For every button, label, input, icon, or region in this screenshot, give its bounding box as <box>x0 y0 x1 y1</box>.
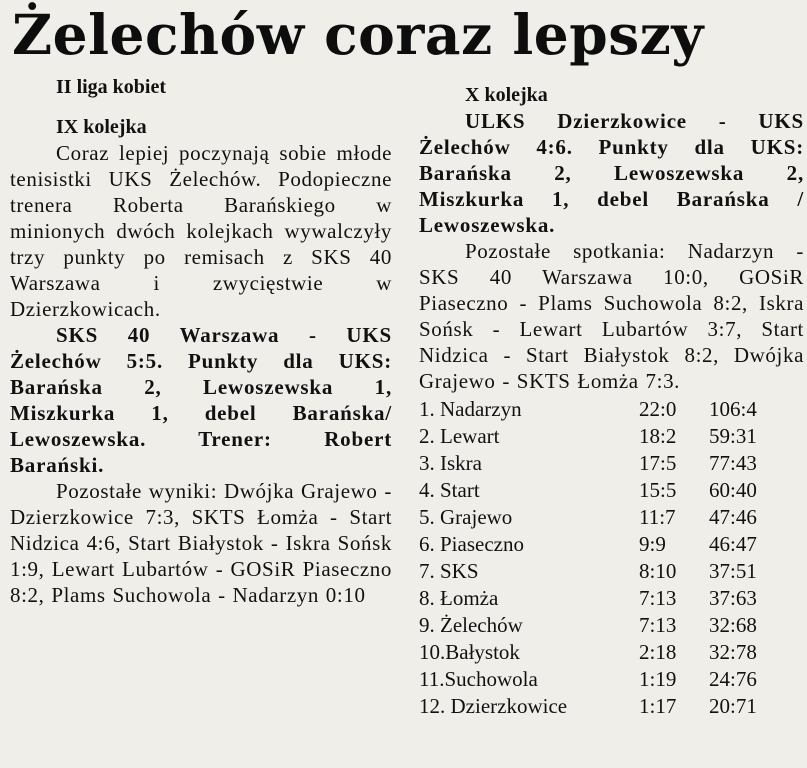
standings-row <box>419 666 804 693</box>
x-match-summary: ULKS Dzierzkowice - UKS Żelechów 4:6. Punkty dla UKS: Barańska 2, Lewoszewska 2, Miszkurka 1, debel Barańska / Lewoszewska. <box>419 109 804 237</box>
standings-team: 12. Dzierzkowice <box>419 694 568 718</box>
standings-sets: 46:47 <box>709 532 757 556</box>
ix-match-summary: SKS 40 Warszawa - UKS Żelechów 5:5. Punkty dla UKS: Barańska 2, Lewoszewska 1, Miszkurka 1, debel Barańska/ Lewoszewska. Trener: Robert Barański. <box>10 323 392 477</box>
standings-row <box>419 396 804 423</box>
x-other-matches: Pozostałe spotkania: Nadarzyn - SKS 40 Warszawa 10:0, GOSiR Piaseczno - Plams Suchowola 8:2, Iskra Sońsk - Lewart Lubartów 3:7, Start Nidzica - Start Białystok 8:2, Dwójka Grajewo - SKTS Łomża 7:3. <box>419 239 804 393</box>
standings-row <box>419 693 804 720</box>
standings-team: 4. Start <box>419 478 480 502</box>
standings-body <box>419 396 804 720</box>
standings-team: 11.Suchowola <box>419 667 538 691</box>
standings-sets: 37:51 <box>709 559 757 583</box>
standings-sets: 32:68 <box>709 613 757 637</box>
headline: Żelechów coraz lepszy <box>12 2 704 67</box>
standings-points: 8:10 <box>639 559 677 583</box>
standings-table <box>419 396 804 720</box>
standings-sets: 77:43 <box>709 451 757 475</box>
ix-other-results: Pozostałe wyniki: Dwójka Grajewo - Dzierzkowice 7:3, SKTS Łomża - Start Nidzica 4:6, Start Białystok - Iskra Sońsk 1:9, Lewart Lubartów - GOSiR Piaseczno 8:2, Plams Suchowola - Nadarzyn 0:10 <box>10 479 392 607</box>
x-round-heading: X kolejka <box>465 84 548 106</box>
standings-sets: 37:63 <box>709 586 757 610</box>
standings-team: 3. Iskra <box>419 451 482 475</box>
standings-sets: 60:40 <box>709 478 757 502</box>
right-column <box>419 82 804 720</box>
standings-team: 10.Bałystok <box>419 640 520 664</box>
standings-row <box>419 450 804 477</box>
standings-points: 1:17 <box>639 694 677 718</box>
standings-sets: 106:4 <box>709 397 757 421</box>
standings-sets: 24:76 <box>709 667 757 691</box>
standings-row <box>419 423 804 450</box>
standings-points: 1:19 <box>639 667 677 691</box>
standings-points: 9:9 <box>639 532 666 556</box>
section-gap <box>10 100 392 114</box>
standings-team: 5. Grajewo <box>419 505 513 529</box>
standings-team: 2. Lewart <box>419 424 500 448</box>
standings-points: 7:13 <box>639 586 677 610</box>
standings-team: 8. Łomża <box>419 586 499 610</box>
standings-points: 22:0 <box>639 397 677 421</box>
ix-round-heading: IX kolejka <box>56 116 147 138</box>
standings-points: 18:2 <box>639 424 677 448</box>
standings-points: 7:13 <box>639 613 677 637</box>
standings-row <box>419 639 804 666</box>
section-title: II liga kobiet <box>56 76 167 98</box>
standings-sets: 47:46 <box>709 505 757 529</box>
standings-points: 2:18 <box>639 640 677 664</box>
standings-points: 11:7 <box>639 505 676 529</box>
left-column <box>10 74 392 608</box>
standings-team: 1. Nadarzyn <box>419 397 522 421</box>
standings-sets: 20:71 <box>709 694 757 718</box>
standings-team: 6. Piaseczno <box>419 532 524 556</box>
standings-sets: 59:31 <box>709 424 757 448</box>
standings-row <box>419 585 804 612</box>
standings-points: 15:5 <box>639 478 677 502</box>
standings-team: 7. SKS <box>419 559 479 583</box>
standings-row <box>419 612 804 639</box>
standings-row <box>419 558 804 585</box>
standings-points: 17:5 <box>639 451 677 475</box>
standings-row <box>419 477 804 504</box>
standings-row <box>419 531 804 558</box>
intro-paragraph: Coraz lepiej poczynają sobie młode tenisistki UKS Żelechów. Podopieczne trenera Roberta Barańskiego w minionych dwóch kolejkach wywalczyły trzy punkty po remisach z SKS 40 Warszawa i zwycięstwie w Dzierzkowicach. <box>10 141 392 321</box>
standings-row <box>419 504 804 531</box>
standings-sets: 32:78 <box>709 640 757 664</box>
standings-team: 9. Żelechów <box>419 613 523 637</box>
